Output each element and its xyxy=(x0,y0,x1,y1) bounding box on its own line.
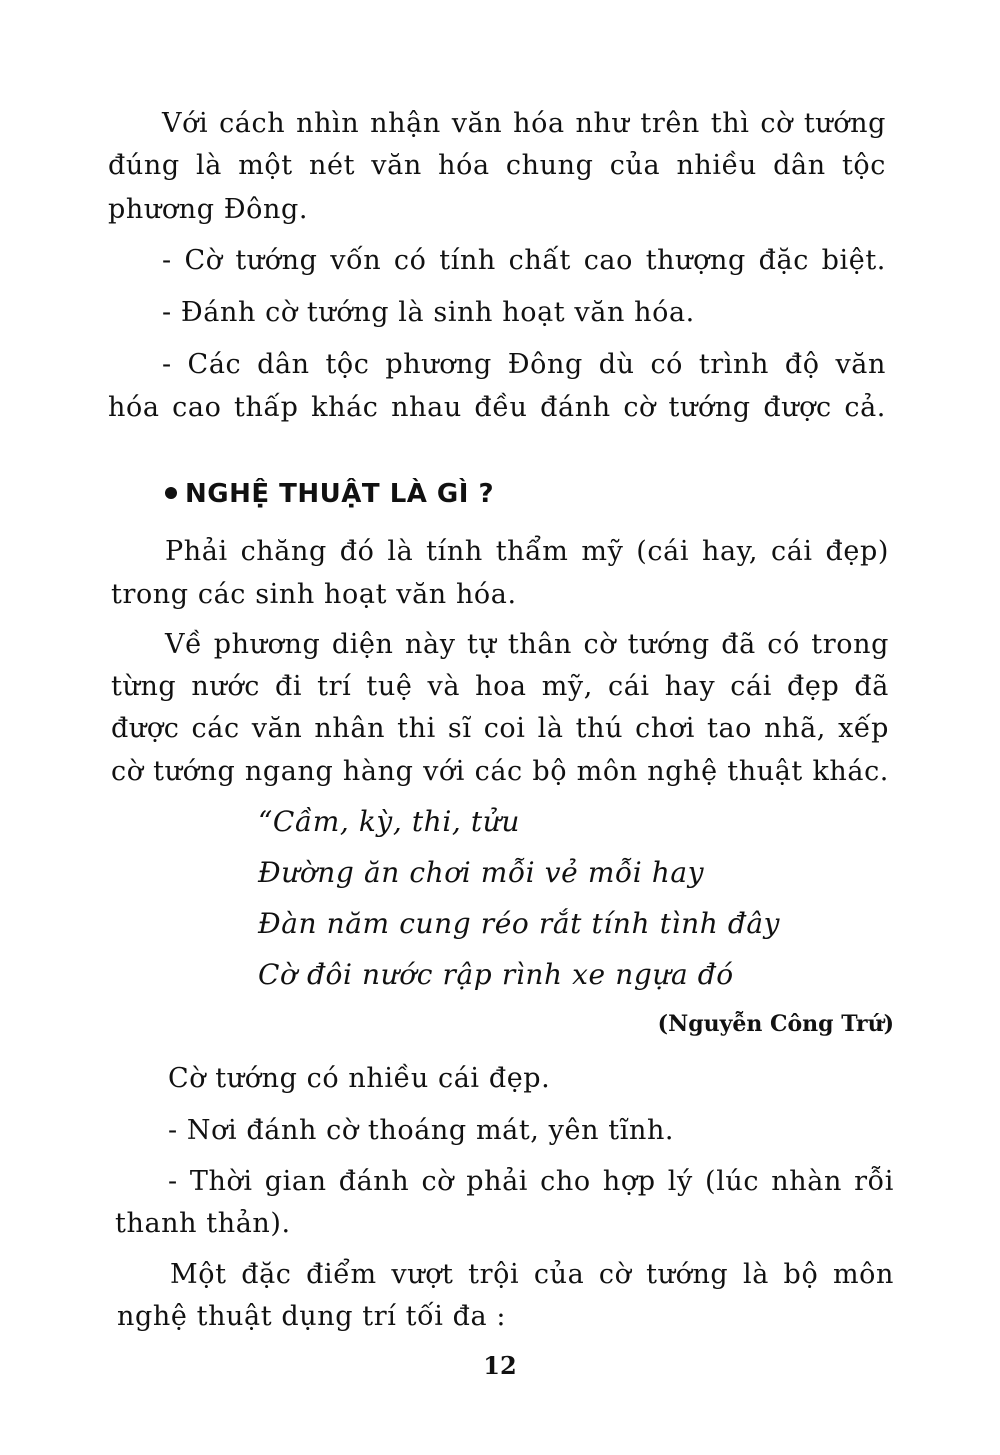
point-3-continued: hóa cao thấp khác nhau đều đánh cờ tướng được cả. xyxy=(108,392,886,423)
body1-line-2: trong các sinh hoạt văn hóa. xyxy=(111,579,517,610)
poem-line-3: Đàn năm cung réo rắt tính tình đây xyxy=(258,907,781,940)
poem-attribution: (Nguyễn Công Trứ) xyxy=(657,1011,894,1037)
point-2: - Đánh cờ tướng là sinh hoạt văn hóa. xyxy=(162,297,695,328)
body3-line-1: Cờ tướng có nhiều cái đẹp. xyxy=(168,1063,551,1094)
body4-line-1: Một đặc điểm vượt trội của cờ tướng là bộ môn xyxy=(170,1259,894,1290)
body4-line-2: nghệ thuật dụng trí tối đa : xyxy=(117,1301,507,1332)
intro-line-1: Với cách nhìn nhận văn hóa như trên thì cờ tướng xyxy=(162,108,886,139)
section-heading xyxy=(165,474,494,514)
poem-line-4: Cờ đôi nước rập rình xe ngựa đó xyxy=(258,958,734,991)
intro-line-3: phương Đông. xyxy=(108,194,309,225)
page-number: 12 xyxy=(483,1351,517,1380)
body2-line-3: được các văn nhân thi sĩ coi là thú chơi tao nhã, xếp xyxy=(111,713,889,744)
body2-line-4: cờ tướng ngang hàng với các bộ môn nghệ thuật khác. xyxy=(111,756,889,787)
bullet-icon xyxy=(165,487,177,499)
body3-line-4: thanh thản). xyxy=(115,1208,291,1239)
body2-line-2: từng nước đi trí tuệ và hoa mỹ, cái hay cái đẹp đã xyxy=(111,671,889,702)
body3-line-2: - Nơi đánh cờ thoáng mát, yên tĩnh. xyxy=(168,1115,675,1146)
body1-line-1: Phải chăng đó là tính thẩm mỹ (cái hay, cái đẹp) xyxy=(165,536,889,567)
point-3: - Các dân tộc phương Đông dù có trình độ văn xyxy=(162,349,886,380)
body3-line-3: - Thời gian đánh cờ phải cho hợp lý (lúc nhàn rỗi xyxy=(168,1166,894,1197)
point-1: - Cờ tướng vốn có tính chất cao thượng đặc biệt. xyxy=(162,245,886,276)
section-heading-text: NGHỆ THUẬT LÀ GÌ ? xyxy=(185,479,495,509)
poem-line-1: “Cầm, kỳ, thi, tửu xyxy=(258,805,520,838)
intro-line-2: đúng là một nét văn hóa chung của nhiều dân tộc xyxy=(108,150,886,181)
body2-line-1: Về phương diện này tự thân cờ tướng đã có trong xyxy=(165,629,889,660)
poem-line-2: Đường ăn chơi mỗi vẻ mỗi hay xyxy=(258,856,705,889)
